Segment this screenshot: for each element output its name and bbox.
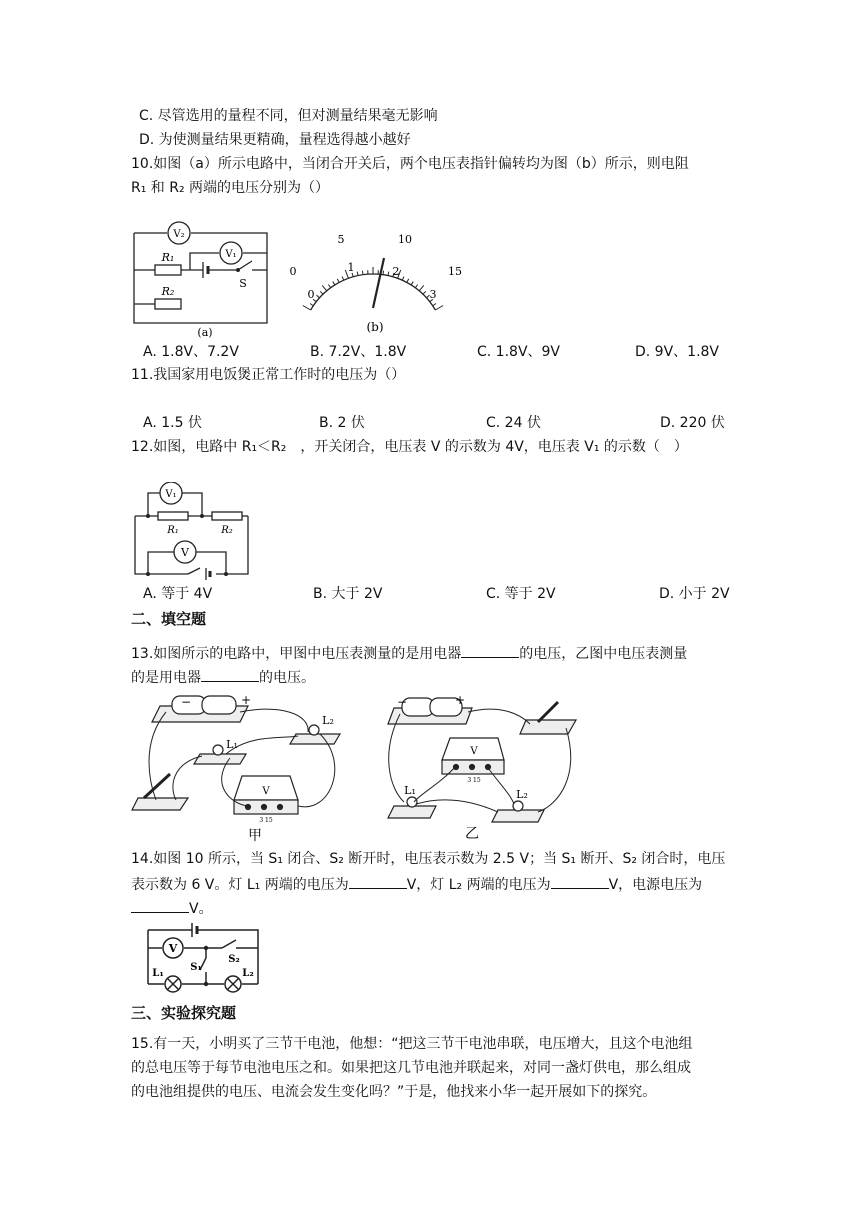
q14-blank-2[interactable] [551, 874, 609, 889]
q12-option-c: C. 等于 2V [486, 586, 556, 602]
q10-dial-tick [419, 285, 423, 290]
q9-option-d: D. 为使测量结果更精确，量程选得越小越好 [139, 132, 411, 148]
q10-dial-tick [433, 304, 436, 306]
q10-dial-tick [362, 271, 363, 275]
q12-v-label: V [181, 546, 189, 559]
q13-blank-2[interactable] [201, 667, 259, 682]
q13-jia-scale: 3 15 [259, 817, 273, 824]
q10-dial-tick [322, 285, 326, 290]
q13-text-c: 的是用电器 [131, 670, 201, 686]
q12-r1-label: R₁ [167, 525, 179, 536]
q10-dial-tick [388, 272, 389, 276]
q13-yi-plus: + [454, 694, 466, 707]
q10-stem-line2: R₁ 和 R₂ 两端的电压分别为（） [131, 180, 330, 196]
q10-dial-tick [407, 279, 409, 283]
q13-jia-plus: + [240, 694, 252, 707]
q10-r1-label: R₁ [161, 251, 175, 264]
q13-jia-l1: L₁ [226, 738, 238, 751]
q13-jia-caption: 甲 [248, 828, 262, 844]
q13-yi-l2: L₂ [516, 788, 528, 801]
q10-dial-tick [411, 282, 413, 285]
q14-figure [140, 918, 265, 993]
q14-stem-line3 [131, 898, 213, 918]
q14-s1-label: S₁ [190, 962, 202, 973]
q14-l1-label: L₁ [152, 968, 164, 979]
q13-blank-1[interactable] [461, 643, 519, 658]
q13-jia-v: V [262, 786, 270, 797]
q13-text-d: 的电压。 [259, 670, 315, 686]
q14-stem-line1: 14.如图 10 所示，当 S₁ 闭合、S₂ 断开时，电压表示数为 2.5 V；当 S₁ 断开、S₂ 闭合时，电压 [131, 851, 726, 867]
q15-line1: 15.有一天，小明买了三节干电池，他想：“把这三节干电池串联，电压增大，且这个电池组 [131, 1036, 693, 1052]
q12-stem: 12.如图，电路中 R₁＜R₂ ，开关闭合，电压表 V 的示数为 4V，电压表 V₁ 的示数（ ） [131, 439, 688, 455]
q11-stem: 11.我国家用电饭煲正常工作时的电压为（） [131, 367, 406, 383]
q10-dial-tick [402, 277, 404, 281]
q13-yi-v: V [470, 746, 478, 757]
q13-figure-jia [130, 694, 370, 844]
q10-top-tick-5: 5 [337, 233, 345, 246]
q15-line2: 的总电压等于每节电池电压之和。如果把这几节电池并联起来，对同一盏灯供电，那么组成 [131, 1060, 691, 1076]
q10-dial-tick [342, 277, 344, 281]
q10-v1-label: V₁ [225, 249, 237, 260]
q14-s2-label: S₂ [228, 954, 240, 965]
q11-option-c: C. 24 伏 [486, 415, 541, 431]
q10-r2-label: R₂ [161, 285, 175, 298]
q10-top-tick-10: 10 [398, 233, 412, 246]
q13-text-b: 的电压，乙图中电压表测量 [519, 646, 688, 662]
q10-option-c: C. 1.8V、9V [477, 344, 561, 360]
q10-option-b: B. 7.2V、1.8V [310, 344, 407, 360]
q14-stem-line2 [131, 874, 702, 894]
q13-yi-l1: L₁ [404, 784, 416, 797]
q13-yi-scale: 3 15 [467, 777, 481, 784]
q13-stem-line1 [131, 643, 687, 663]
q13-yi-minus: − [396, 695, 408, 709]
q9-option-c: C. 尽管选用的量程不同，但对测量结果毫无影响 [139, 108, 438, 124]
q14-text-c: V，电源电压为 [608, 877, 703, 893]
q10-bottom-tick-3: 3 [429, 288, 437, 301]
q10-bottom-tick-1: 1 [347, 261, 355, 274]
q10-option-a: A. 1.8V、7.2V [143, 344, 239, 360]
q15-line3: 的电池组提供的电压、电流会发生变化吗？”于是，他找来小华一起开展如下的探究。 [131, 1084, 657, 1100]
q12-option-b: B. 大于 2V [313, 586, 383, 602]
q14-blank-3[interactable] [131, 898, 189, 913]
q10-caption-a: (a) [197, 326, 213, 339]
q12-v1-label: V₁ [165, 489, 177, 500]
q10-top-tick-15: 15 [448, 265, 462, 278]
q10-bottom-tick-2: 2 [392, 265, 400, 278]
q11-option-d: D. 220 伏 [660, 415, 725, 431]
q10-dial-tick [333, 282, 335, 285]
q10-v2-label: V₂ [173, 229, 185, 240]
q12-option-d: D. 小于 2V [659, 586, 730, 602]
q11-option-b: B. 2 伏 [319, 415, 365, 431]
q14-text-a: 表示数为 6 V。灯 L₁ 两端的电压为 [131, 877, 349, 893]
q10-dial-tick [328, 285, 330, 288]
q10-dial-tick [320, 291, 323, 294]
q14-v-label: V [168, 942, 178, 955]
q12-figure [130, 482, 255, 582]
q10-stem-line1: 10.如图（a）所示电路中，当闭合开关后，两个电压表指针偏转均为图（b）所示，则电阻 [131, 156, 689, 172]
q13-yi-caption: 乙 [465, 826, 479, 842]
q10-dial-tick [423, 291, 426, 294]
q13-figure-yi [380, 694, 585, 844]
q10-top-tick-0: 0 [289, 265, 297, 278]
q10-switch-label: S [239, 277, 247, 290]
q10-dial-tick [435, 306, 443, 311]
q14-blank-1[interactable] [349, 874, 407, 889]
q10-dial-tick [310, 304, 313, 306]
section-fill-in-title: 二、填空题 [131, 610, 207, 628]
q13-stem-line2 [131, 667, 315, 687]
q10-dial-tick [383, 271, 384, 275]
q13-jia-l2: L₂ [322, 714, 334, 727]
q10-dial-pointer [373, 258, 384, 308]
q13-jia-minus: − [180, 695, 192, 709]
q10-bottom-tick-0: 0 [307, 288, 315, 301]
q10-figure-b-voltmeter-dial [283, 228, 468, 338]
q10-dial-tick [337, 279, 339, 283]
q14-text-b: V，灯 L₂ 两端的电压为 [406, 877, 551, 893]
q14-l2-label: L₂ [242, 968, 254, 979]
q10-option-d: D. 9V、1.8V [635, 344, 720, 360]
q10-caption-b: (b) [366, 320, 384, 334]
q10-dial-tick [303, 306, 311, 311]
q10-figure-a [130, 215, 272, 340]
q13-text-a: 13.如图所示的电路中，甲图中电压表测量的是用电器 [131, 646, 462, 662]
q14-text-d: V。 [189, 901, 213, 917]
q12-option-a: A. 等于 4V [143, 586, 213, 602]
q11-option-a: A. 1.5 伏 [143, 415, 202, 431]
q10-dial-tick [415, 285, 417, 288]
q10-dial-tick [317, 295, 320, 298]
q10-dial-tick [357, 272, 358, 276]
q12-r2-label: R₂ [221, 525, 233, 536]
section-experiment-title: 三、实验探究题 [131, 1004, 237, 1022]
